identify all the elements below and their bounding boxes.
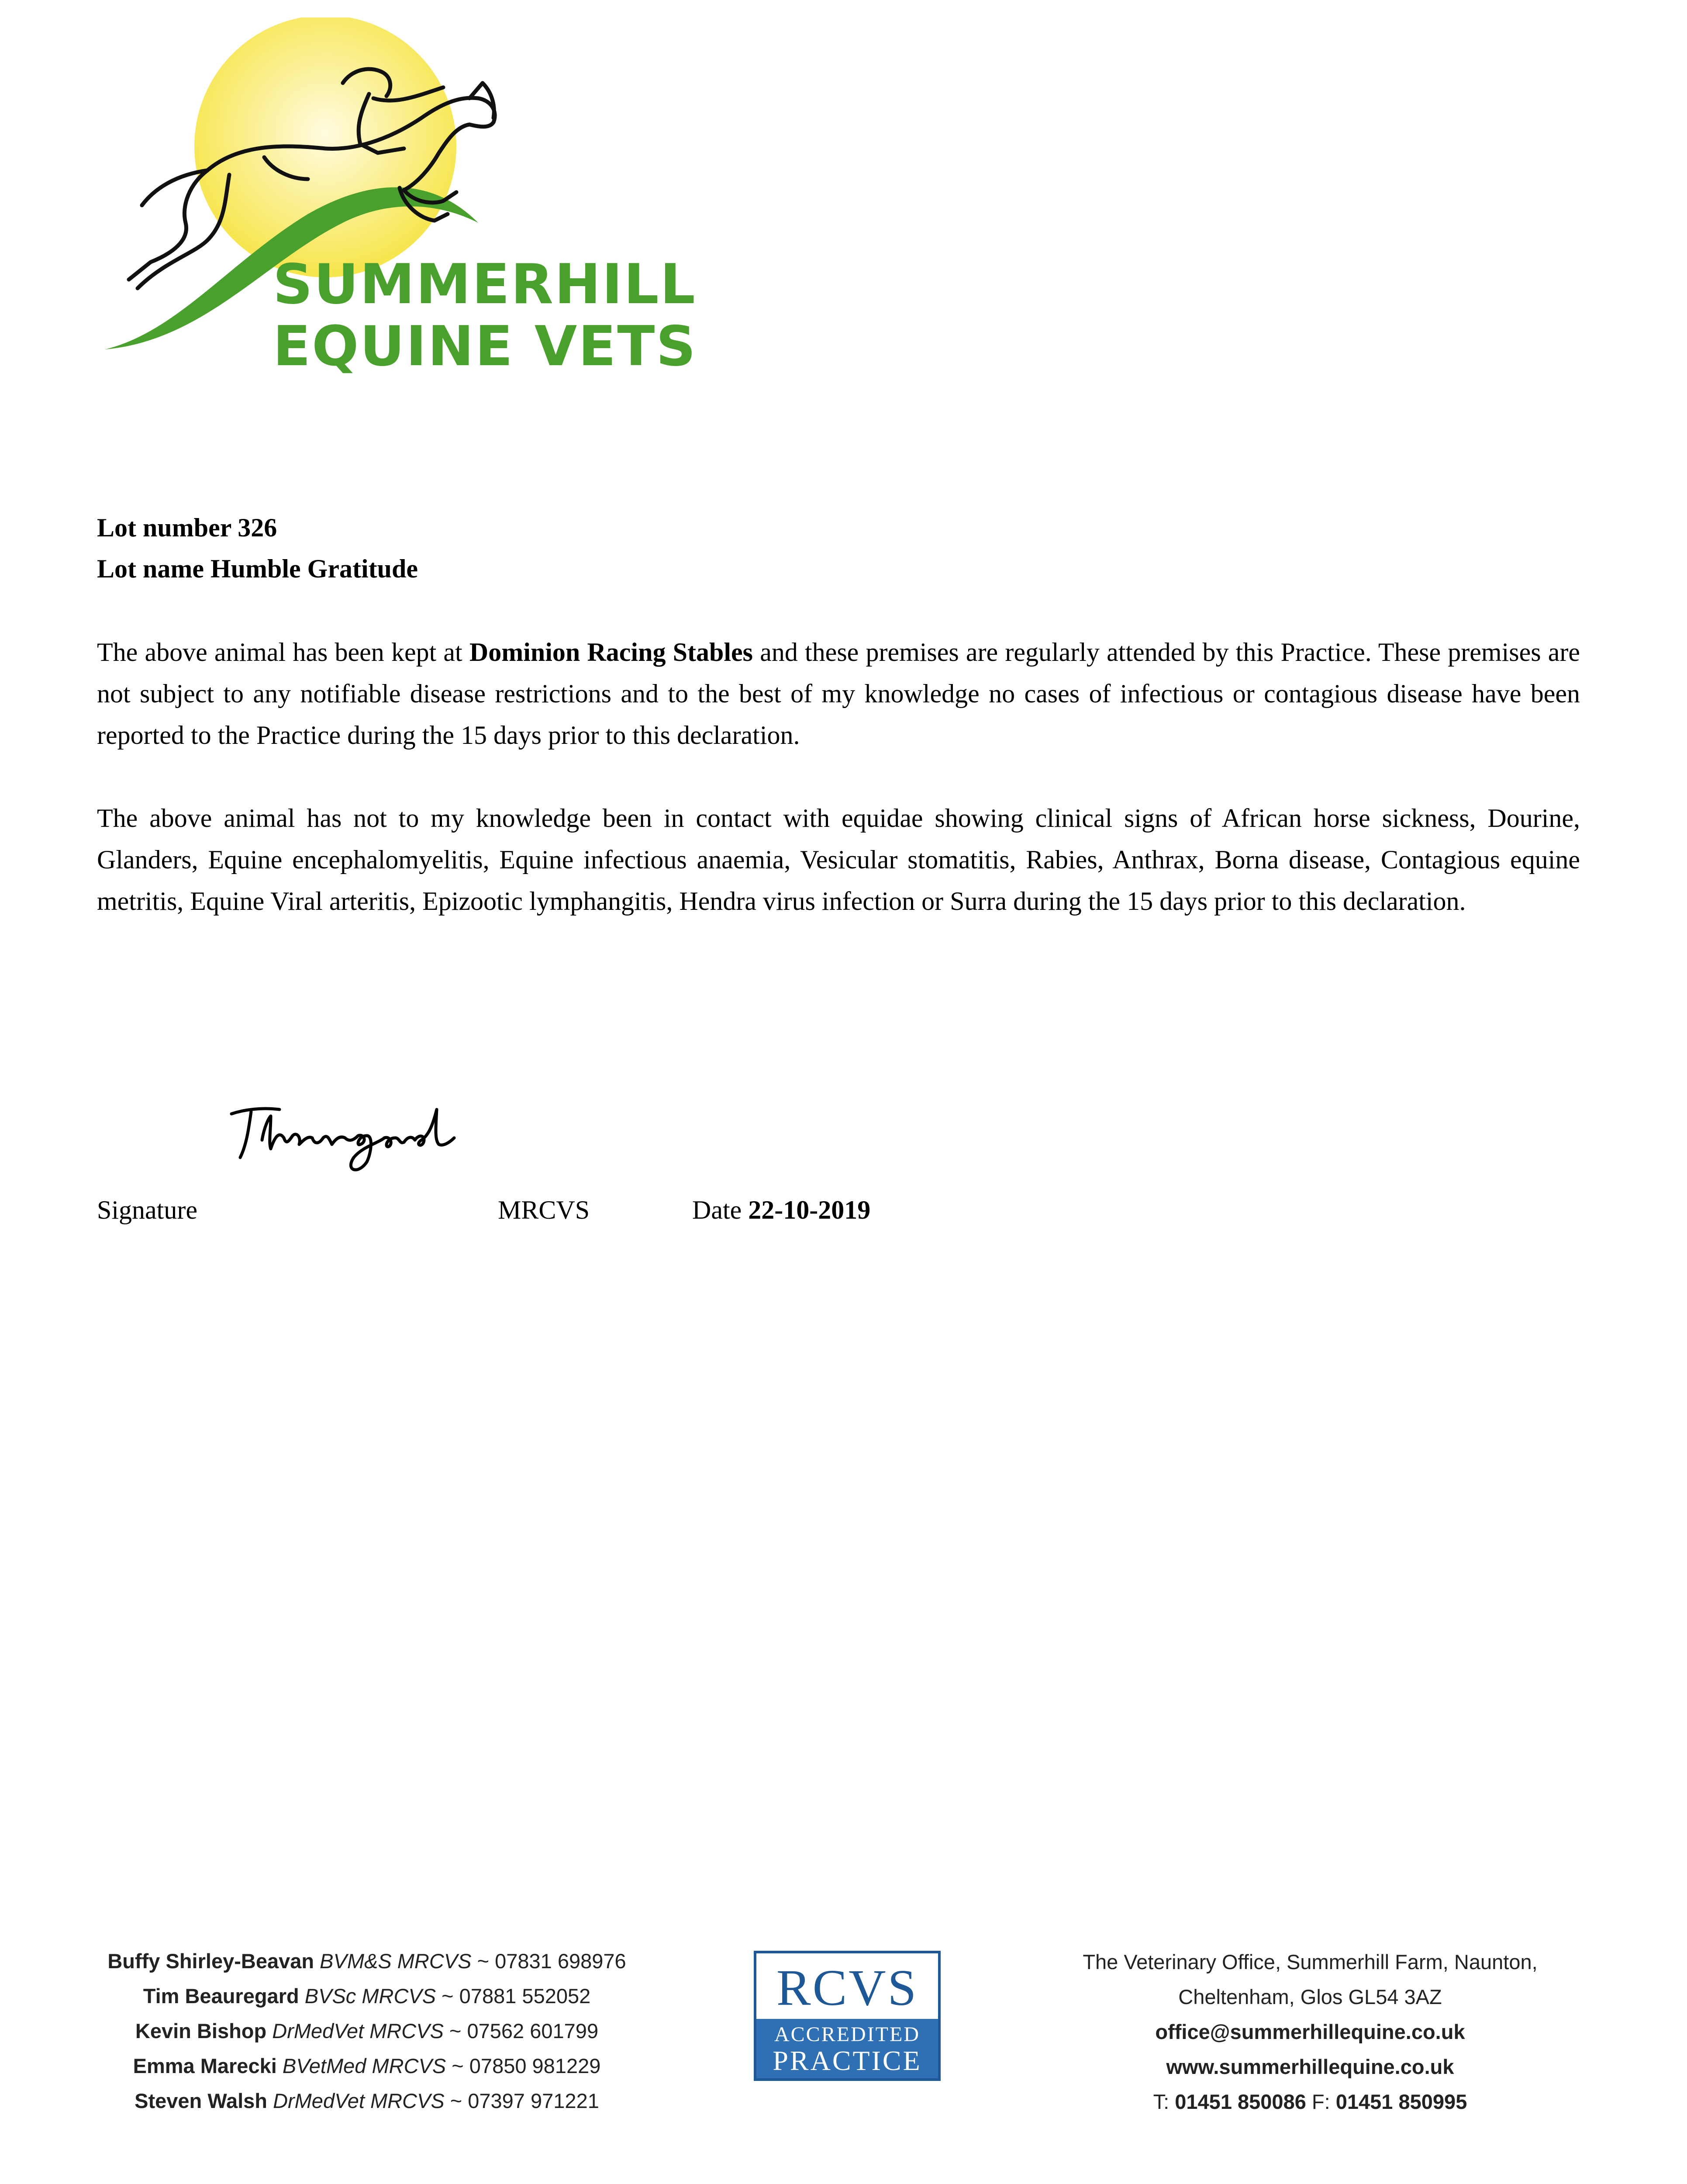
- fax-label: F:: [1306, 2090, 1336, 2113]
- date-label: Date: [692, 1196, 749, 1224]
- tel-label: T:: [1153, 2090, 1175, 2113]
- vet-name: Buffy Shirley-Beavan: [107, 1949, 314, 1973]
- vet-phone: ~ 07881 552052: [442, 1984, 591, 2008]
- email-link[interactable]: office@summerhillequine.co.uk: [1155, 2020, 1465, 2043]
- declaration-text: and these premises are regularly attended by this Practice. These premises are not subject to any notifiable disease restrictions and to the best of my knowledge no cases of infectious or contagious disease have been reported to the Practice during the 15 days prior to this declaration.: [97, 638, 1580, 750]
- fax-number: 01451 850995: [1335, 2090, 1467, 2113]
- vet-phone: ~ 07831 698976: [477, 1949, 626, 1973]
- date-value: 22-10-2019: [748, 1196, 871, 1224]
- vet-qualifications: DrMedVet MRCVS: [273, 2089, 445, 2112]
- vet-name: Kevin Bishop: [135, 2019, 267, 2042]
- premises-name: Dominion Racing Stables: [469, 638, 753, 667]
- mrcvs-label: MRCVS: [498, 1196, 590, 1224]
- rcvs-accredited-text: ACCREDITED: [774, 2023, 920, 2046]
- signature-label: Signature: [97, 1196, 197, 1224]
- declaration-paragraph-premises: [97, 632, 1580, 756]
- vet-qualifications: BVetMed MRCVS: [282, 2054, 446, 2077]
- vet-entry: [61, 2049, 673, 2084]
- logo-wordmark-line-2: EQUINE VETS: [273, 314, 697, 378]
- lot-number: Lot number 326: [97, 513, 277, 542]
- vet-qualifications: BVM&S MRCVS: [320, 1949, 472, 1973]
- vet-entry: [61, 1944, 673, 1979]
- vet-entry: [61, 2014, 673, 2049]
- rcvs-badge-top: [756, 1953, 938, 2019]
- vet-qualifications: DrMedVet MRCVS: [272, 2019, 444, 2042]
- rcvs-accredited-badge: [754, 1951, 941, 2081]
- logo-wordmark-line-1: SUMMERHILL: [273, 252, 697, 316]
- vet-name: Steven Walsh: [135, 2089, 267, 2112]
- practice-contact: [1031, 1945, 1590, 2119]
- website-link[interactable]: www.summerhillequine.co.uk: [1166, 2055, 1454, 2078]
- date-field: [692, 1197, 870, 1223]
- rcvs-practice-text: PRACTICE: [773, 2045, 922, 2076]
- address-line-1: The Veterinary Office, Summerhill Farm, Naunton,: [1083, 1950, 1538, 1973]
- address-line-2: Cheltenham, Glos GL54 3AZ: [1178, 1985, 1442, 2008]
- vets-list: [61, 1944, 673, 2118]
- phone-fax-line: [1031, 2084, 1590, 2119]
- handwritten-signature: [227, 1101, 489, 1179]
- vet-entry: [61, 1979, 673, 2014]
- lot-name: Lot name Humble Gratitude: [97, 554, 418, 583]
- vet-name: Emma Marecki: [133, 2054, 277, 2077]
- vet-phone: ~ 07562 601799: [449, 2019, 599, 2042]
- vet-name: Tim Beauregard: [143, 1984, 299, 2008]
- vet-phone: ~ 07850 981229: [452, 2054, 601, 2077]
- practice-logo: [98, 17, 697, 378]
- declaration-text: The above animal has been kept at: [97, 638, 469, 667]
- tel-number[interactable]: 01451 850086: [1175, 2090, 1306, 2113]
- declaration-paragraph-diseases: The above animal has not to my knowledge been in contact with equidae showing clinical signs of African horse sickness, Dourine, Glanders, Equine encephalomyelitis, Equine infectious anaemia, Vesicular stomatitis, Rabies, Anthrax, Borna disease, Contagious equine metritis, Equine Viral arteritis, Epizootic lymphangitis, Hendra virus infection or Surra during the 15 days prior to this declaration.: [97, 804, 1580, 916]
- vet-qualifications: BVSc MRCVS: [304, 1984, 436, 2008]
- rcvs-wordmark: RCVS: [776, 1959, 918, 2016]
- vet-entry: [61, 2084, 673, 2118]
- vet-phone: ~ 07397 971221: [450, 2089, 599, 2112]
